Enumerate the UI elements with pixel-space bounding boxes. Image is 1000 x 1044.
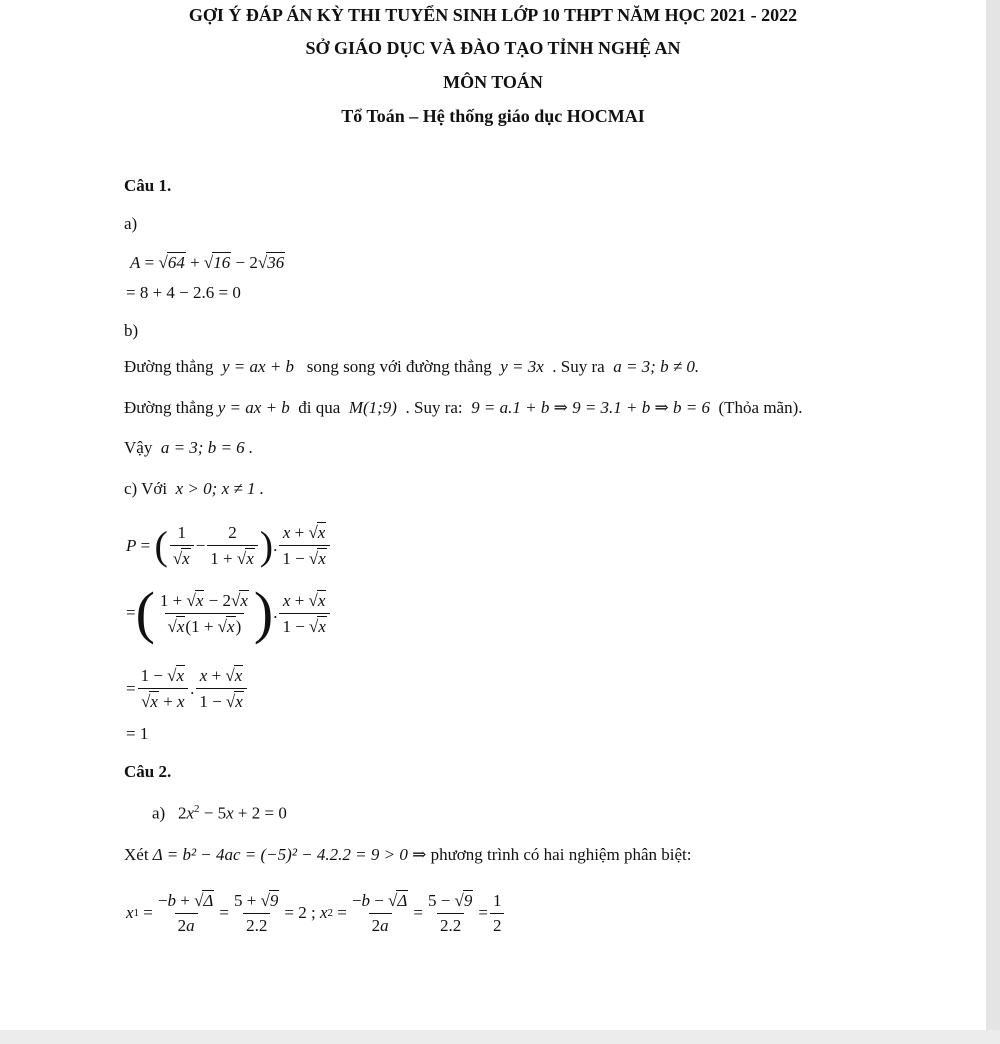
header-line-4: Tổ Toán – Hệ thống giáo dục HOCMAI bbox=[341, 106, 645, 126]
cau1-b-paragraph-1: Đường thẳng y = ax + b song song với đường thẳng y = 3x . Suy ra a = 3; b ≠ 0. bbox=[124, 357, 700, 376]
header-line-3: MÔN TOÁN bbox=[443, 72, 543, 92]
header-line-1: GỢI Ý ĐÁP ÁN KỲ THI TUYỂN SINH LỚP 10 THPT NĂM HỌC 2021 - 2022 bbox=[188, 5, 798, 25]
cau1-c-result: = 1 bbox=[126, 724, 149, 743]
cau2-roots: x 1 = $\frac{-b + √\Delta}{2a}$ = $\frac{5 + √9}{2.2}$ = 2 ; x 2 = $\frac{-b - √\Delta}{2a}$ = $\frac{5 - √9}{2.2}$ = $\frac{1}{2}$ bbox=[126, 890, 506, 936]
cau1-a-result: = 8 + 4 − 2.6 = 0 bbox=[126, 283, 241, 302]
cau1-title: Câu 1. bbox=[124, 176, 172, 195]
cau1-c-step-2: = ( $\frac{1 + √x - 2√x}{√x(1 + √x)}$ ) . $\frac{x + √x}{1 - √x}$ bbox=[126, 584, 332, 642]
page-shadow-right bbox=[986, 0, 1000, 1044]
cau1-a-expression: A = √64 + √16 − 2√36 bbox=[130, 253, 285, 272]
cau2-a-equation: a) $2x^2 - 5x + 2 = 0$ bbox=[152, 803, 287, 823]
cau2-discriminant: Xét Δ = b² − 4ac = (−5)² − 4.2.2 = 9 > 0 ⇒ phương trình có hai nghiệm phân biệt: bbox=[124, 845, 692, 864]
cau1-a-label: a) bbox=[124, 214, 138, 233]
cau1-c-step-1: P = ( $\frac{1}{√x}$ − $\frac{2}{1 + √x}$ ) . $\frac{x + √x}{1 - √x}$ bbox=[126, 522, 332, 569]
cau1-b-label: b) bbox=[124, 321, 139, 340]
header-line-2: SỞ GIÁO DỤC VÀ ĐÀO TẠO TỈNH NGHỆ AN bbox=[305, 38, 681, 58]
cau1-c-step-3: = $\frac{1 - √x}{√x + x}$ . $\frac{x + √x}{1 - √x}$ bbox=[126, 665, 249, 712]
cau2-title: Câu 2. bbox=[124, 762, 172, 781]
cau1-c-condition: c) Với x > 0; x ≠ 1 . bbox=[124, 479, 264, 498]
page-shadow-bottom bbox=[0, 1030, 1000, 1044]
cau1-b-conclusion: Vậy a = 3; b = 6 . bbox=[124, 438, 254, 457]
cau1-b-paragraph-2: Đường thẳng y = ax + b đi qua M(1;9) . Suy ra: 9 = a.1 + b ⇒ 9 = 3.1 + b ⇒ b = 6 (Thỏa mãn). bbox=[124, 398, 803, 417]
